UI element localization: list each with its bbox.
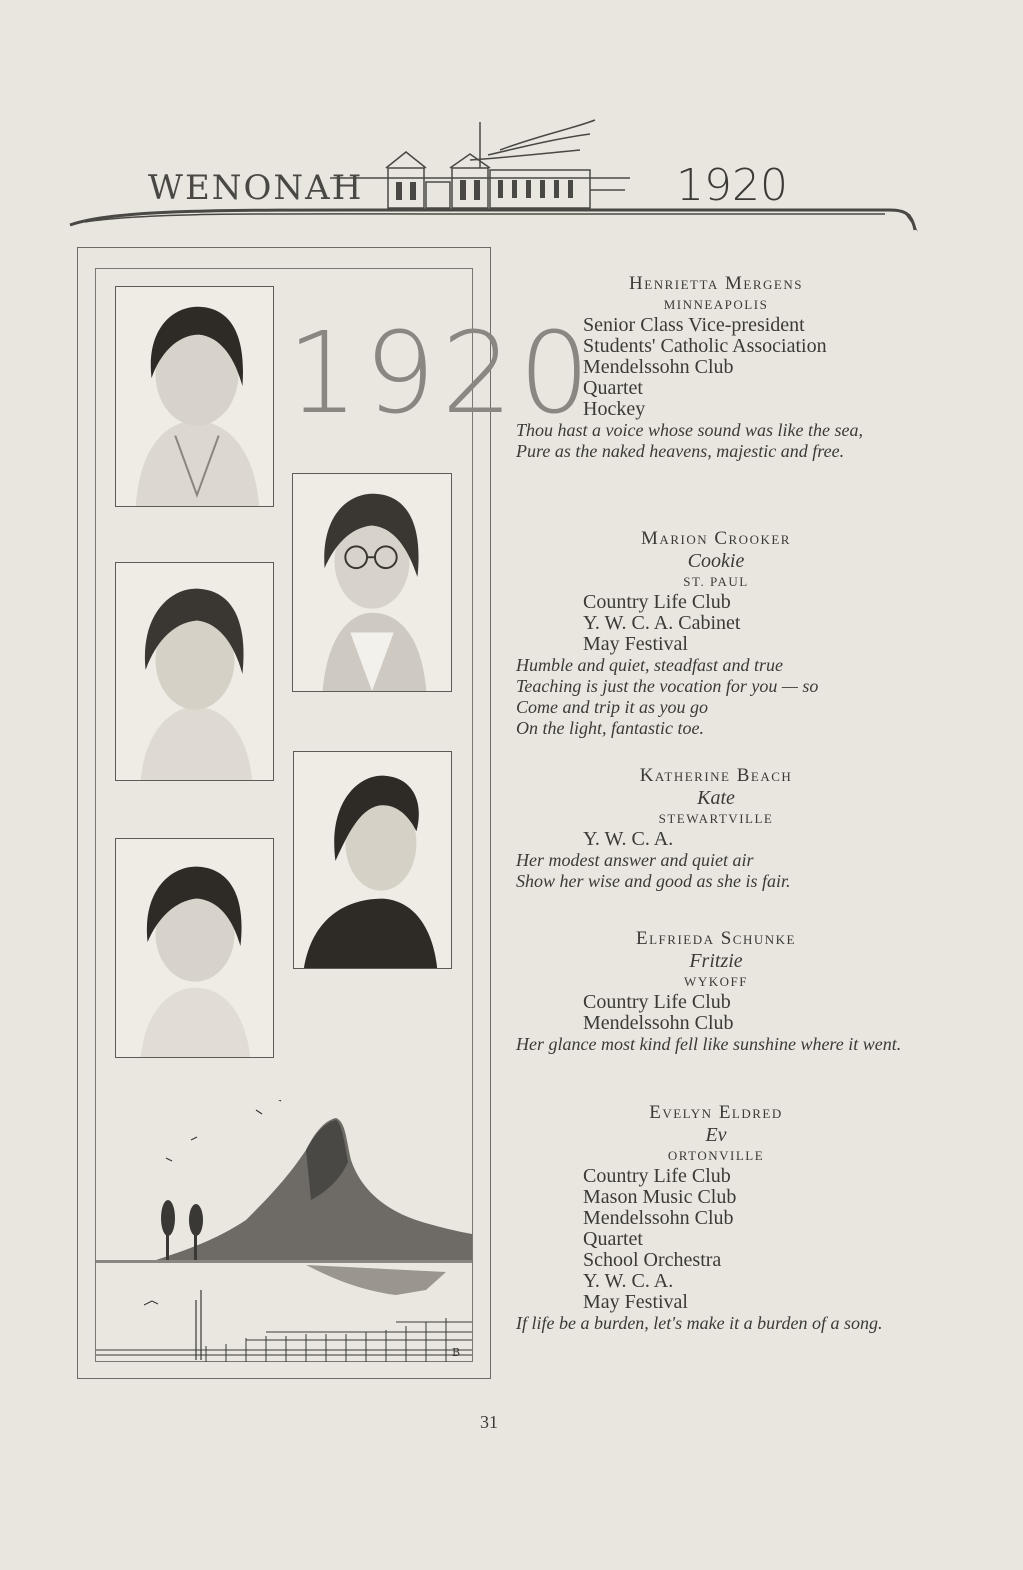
quote-line: Show her wise and good as she is fair. bbox=[516, 871, 791, 891]
entry-name: Evelyn Eldred bbox=[649, 1102, 783, 1123]
portrait-elfrieda-schunke bbox=[293, 751, 452, 969]
entry-city: ST. PAUL bbox=[683, 574, 749, 589]
entry-activities bbox=[516, 829, 916, 850]
header-title-right: 1920 bbox=[676, 160, 788, 211]
activity: Students' Catholic Association bbox=[583, 335, 827, 357]
quote-line: If life be a burden, let's make it a burden of a song. bbox=[516, 1313, 883, 1333]
activity: Senior Class Vice-president bbox=[583, 314, 805, 336]
quote-line: Her modest answer and quiet air bbox=[516, 850, 754, 870]
entry-name: Elfrieda Schunke bbox=[636, 928, 796, 949]
portrait-evelyn-eldred bbox=[115, 838, 274, 1058]
entry-nickname: Cookie bbox=[687, 550, 745, 572]
entry-activities bbox=[516, 992, 916, 1034]
quote-line: Humble and quiet, steadfast and true bbox=[516, 655, 783, 675]
activity: Country Life Club bbox=[583, 591, 731, 613]
activity: Mendelssohn Club bbox=[583, 356, 734, 378]
activity: Hockey bbox=[583, 398, 646, 420]
entry-city: STEWARTVILLE bbox=[658, 811, 774, 826]
quote-line: Thou hast a voice whose sound was like the sea, bbox=[516, 420, 863, 440]
activity: Y. W. C. A. bbox=[583, 1270, 674, 1292]
activity: Y. W. C. A. bbox=[583, 828, 674, 850]
entry-city: MINNEAPOLIS bbox=[663, 297, 769, 312]
portrait-katherine-beach bbox=[115, 562, 274, 781]
quote-line: On the light, fantastic toe. bbox=[516, 718, 704, 738]
landscape-illustration bbox=[96, 1100, 472, 1362]
activity: Mendelssohn Club bbox=[583, 1207, 734, 1229]
activity: Mendelssohn Club bbox=[583, 1012, 734, 1034]
entry-quote bbox=[516, 1034, 916, 1055]
entry-nickname: Kate bbox=[697, 787, 735, 809]
entry-activities bbox=[516, 592, 916, 655]
entry-activities bbox=[516, 315, 916, 420]
entry-evelyn-eldred bbox=[516, 1102, 916, 1334]
entry-quote bbox=[516, 655, 916, 739]
activity: Mason Music Club bbox=[583, 1186, 737, 1208]
quote-line: Come and trip it as you go bbox=[516, 697, 708, 717]
activity: May Festival bbox=[583, 1291, 688, 1313]
illustrator-initial: B bbox=[452, 1346, 461, 1359]
entry-quote bbox=[516, 1313, 916, 1334]
entry-city: WYKOFF bbox=[684, 974, 748, 989]
entry-city: ORTONVILLE bbox=[667, 1148, 765, 1163]
entry-katherine-beach bbox=[516, 765, 916, 892]
entry-activities bbox=[516, 1166, 916, 1313]
activity: Country Life Club bbox=[583, 1165, 731, 1187]
portrait-henrietta-mergens bbox=[115, 286, 274, 507]
decorative-year: 1920 bbox=[287, 309, 597, 439]
activity: Country Life Club bbox=[583, 991, 731, 1013]
entry-quote bbox=[516, 850, 916, 892]
activity: May Festival bbox=[583, 633, 688, 655]
entry-marion-crooker bbox=[516, 528, 916, 739]
activity: School Orchestra bbox=[583, 1249, 722, 1271]
entry-henrietta-mergens bbox=[516, 273, 916, 462]
entry-quote bbox=[516, 420, 916, 462]
header-title-left: WENONAH bbox=[148, 168, 364, 208]
activity: Quartet bbox=[583, 377, 643, 399]
entry-name: Marion Crooker bbox=[641, 528, 791, 549]
quote-line: Teaching is just the vocation for you — so bbox=[516, 676, 819, 696]
entry-nickname: Ev bbox=[705, 1124, 727, 1146]
activity: Quartet bbox=[583, 1228, 643, 1250]
page-number: 31 bbox=[480, 1412, 498, 1432]
quote-line: Her glance most kind fell like sunshine where it went. bbox=[516, 1034, 902, 1054]
entry-nickname: Fritzie bbox=[689, 950, 743, 972]
entry-name: Henrietta Mergens bbox=[629, 273, 803, 294]
entry-name: Katherine Beach bbox=[639, 765, 793, 786]
page-header bbox=[0, 110, 1023, 240]
portrait-marion-crooker bbox=[292, 473, 452, 692]
quote-line: Pure as the naked heavens, majestic and free. bbox=[516, 441, 845, 461]
entry-elfrieda-schunke bbox=[516, 928, 916, 1055]
activity: Y. W. C. A. Cabinet bbox=[583, 612, 741, 634]
